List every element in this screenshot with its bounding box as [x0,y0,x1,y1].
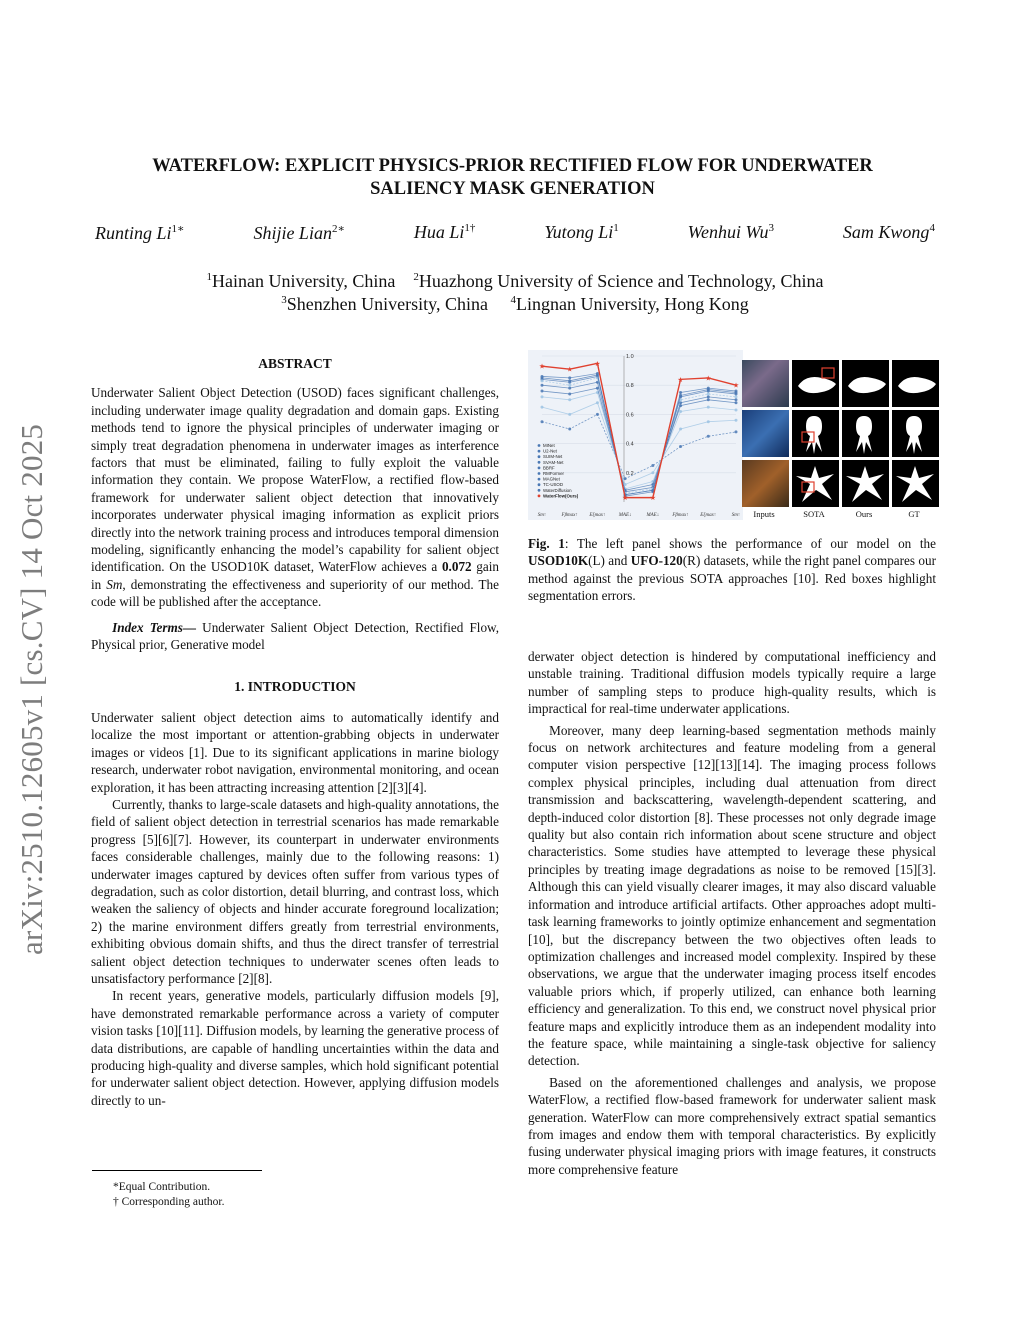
y-tick-label: 1.0 [626,354,634,360]
input-image [742,410,789,457]
legend-marker [538,489,541,492]
abstract-text: Underwater Salient Object Detection (USOD) faces significant challenges, including underwater image quality degradation and domain gaps. Existing methods tend to ignore the physical principles of underwater imaging or simply treat degradation phenomena in underwater images as interference factors that must be eliminated, failing to fully exploit the valuable information they contain. We propose WaterFlow, a rectified flow-based framework for underwater salient object detection that innovatively incorporates underwater physical imaging information as explicit priors directly into the network training process and introduces temporal dimension modeling, significantly enhancing the model’s capability for salient object identification. On the USOD10K dataset, WaterFlow achieves a 0.072 gain in Sm, demonstrating the effectiveness and superiority of our method. The code will be published after the acceptance. [91,385,499,610]
right-column [528,648,936,1178]
legend-label: SVAM-Net [543,459,564,465]
data-point [707,392,710,395]
legend-marker [538,495,541,498]
author: Sam Kwong$^4$ [842,222,935,242]
data-point: ★ [649,494,656,503]
legend-label: TC-USOD [543,482,564,488]
data-point [679,410,682,413]
data-point [735,430,738,433]
intro-heading: 1. INTRODUCTION [234,678,356,694]
y-tick-label: 0.6 [626,412,634,419]
legend-marker [538,450,541,453]
title-line-1: WATERFLOW: EXPLICIT PHYSICS-PRIOR RECTIFIED FLOW FOR UNDERWATER [152,156,873,176]
legend-label: WaterDiffusion [543,487,572,493]
author: Wenhui Wu$^3$ [687,222,774,242]
data-point [568,387,571,390]
data-point [735,419,738,422]
footnote-rule [92,1170,262,1171]
data-point [651,471,654,474]
data-point [679,391,682,394]
data-point [624,483,627,486]
data-point [707,406,710,409]
grid-column-label: Ours [855,509,873,519]
data-point [541,375,544,378]
x-tick-label: Eξmax↑ [589,513,606,518]
x-tick-label: Sm↑ [731,513,741,518]
paper-title [100,155,925,201]
x-tick-label: MAE↓ [646,513,660,518]
data-point [596,413,599,416]
mask-image [892,360,939,407]
x-tick-label: Sm↑ [537,513,547,518]
legend-label: SUIM-Net [543,454,563,460]
data-point [596,372,599,375]
data-point [651,464,654,467]
abstract-heading: ABSTRACT [258,356,332,371]
data-point [735,401,738,404]
y-tick-label: 0.8 [626,383,634,390]
x-tick-label: Eξmax↑ [700,513,717,518]
data-point [568,428,571,431]
legend-marker [538,461,541,464]
mask-image [792,460,839,507]
data-point: ★ [677,375,684,384]
data-point [541,395,544,398]
data-point: ★ [705,374,712,383]
figure-caption: Fig. 1: The left panel shows the performance of our model on the USOD10K(L) and UFO-120(R) datasets, while the right panel compares our method against the previous SOTA approaches [10]. Red boxes highlight segmentation errors. [528,536,936,604]
data-point [707,398,710,401]
data-point: ★ [566,365,573,374]
data-point: ★ [622,494,629,503]
x-tick-label: Fβmax↑ [672,513,689,518]
data-point [735,409,738,412]
data-point [541,379,544,382]
data-point [707,420,710,423]
mask-image [842,460,889,507]
legend-label: BBRF [543,465,555,471]
data-point [735,398,738,401]
intro-paragraph: In recent years, generative models, particularly diffusion models [9], have demonstrated remarkable performance across a variety of computer vision tasks [10][11]. Diffusion models, by learning the generative process of data distributions, are capable of handling uncertainties within the data and producing high-quality and diverse samples, which hold significant potential for underwater salient object detection. However, applying diffusion models directly to un- [91,988,499,1108]
mask-image [892,460,939,507]
input-image [742,360,789,407]
arxiv-stamp: arXiv:2510.12605v1 [cs.CV] 14 Oct 2025 [14,423,49,955]
author: Shijie Lian$^{2∗}$ [253,223,345,243]
title-line-2: SALIENCY MASK GENERATION [370,179,655,199]
data-point [735,390,738,393]
author: Hua $Li^{1\dagger}$ [413,222,476,242]
mask-image [792,410,839,457]
legend-label: WaterFlow(Ours) [543,493,579,499]
data-point [596,401,599,404]
data-point [541,406,544,409]
grid-column-label: SOTA [803,509,825,519]
affiliations-line-2: $^3$Shenzhen University, China $^4$Lingnan University, Hong Kong [281,294,749,314]
data-point [679,445,682,448]
left-column [91,355,499,1109]
data-point [735,395,738,398]
data-point [707,387,710,390]
x-tick-label: Fβmax↑ [561,513,578,518]
y-tick-label: 0.4 [626,441,634,448]
footnote: † Corresponding author. [113,1196,225,1208]
data-point [541,390,544,393]
x-tick-label: MAE↓ [618,513,632,518]
mask-image [842,360,889,407]
data-point [568,413,571,416]
mask-image [892,410,939,457]
index-terms: Index Terms— Underwater Salient Object Detection, Rectified Flow, Physical prior, Generative model [91,619,500,653]
legend-label: MINet [543,443,555,448]
data-point [707,435,710,438]
mask-image [792,360,839,407]
body-paragraph: derwater object detection is hindered by computational inefficiency and unstable training. Traditional diffusion models typically require a large number of sampling steps to produce high-quality results, which is impractical for real-time underwater applications. [528,649,936,717]
data-point [541,420,544,423]
data-point [568,376,571,379]
grid-column-label: GT [908,509,920,519]
data-point [707,395,710,398]
body-paragraph: Moreover, many deep learning-based segmentation methods mainly focus on network architectures and feature modeling from a general computer vision perspective [12][13][14]. The imaging process follows complex physical principles, including dual attenuation from direct transmission and backscattering, wavelength-dependent scattering, and depth-induced color distortion [8]. These processes not only degrade image quality but also contain rich information about scene structure and object characteristics. Some studies have attempted to leverage these physical principles by treating image degradations as noise to be removed [15][3]. Although this can yield visually clearer images, it may also discard valuable information and introduce artificial artifacts. Other approaches adopt multi-task learning frameworks to jointly optimize enhancement and segmentation [10], but the discrepancy between the two objectives often leads to optimization challenges and increased model complexity. Inspired by these observations, we argue that the underwater imaging process itself encodes valuable priors which, if properly utilized, can enhance both learning efficiency and generalization. To this end, we construct novel physical prior feature maps and explicitly introduce them as an independent modality into the feature space, while maintaining a single-task objective for saliency detection. [528,722,936,1069]
data-point [568,384,571,387]
author-list [95,222,935,244]
intro-paragraph: Currently, thanks to large-scale datasets and high-quality annotations, the field of salient object detection in terrestrial scenarios has made remarkable progress [5][6][7]. However, its counterpart in underwater environments faces considerable challenges, mainly due to the following reasons: 1) underwater images captured by devices often suffer from various types of degradation, such as color distortion, detail blurring, and contrast loss, which weaken the saliency of objects and hinder accurate foreground localization; 2) the marine environment differs greatly from terrestrial environments, exhibiting obvious domain shifts, and thus the direct transfer of terrestrial salient object detection techniques to underwater scenes often leads to unsatisfactory performance [2][8]. [91,796,499,986]
grid-column-label: Inputs [753,509,775,519]
data-point [679,428,682,431]
data-point [568,379,571,382]
legend-label: U2-Net [543,448,557,454]
legend-marker [538,455,541,458]
legend-marker [538,472,541,475]
data-point [624,477,627,480]
y-tick-label: 0.2 [626,470,634,477]
mask-image [842,410,889,457]
data-point [568,392,571,395]
legend-marker [538,444,541,447]
data-point: ★ [594,359,601,368]
body-paragraph: Based on the aforementioned challenges and analysis, we propose WaterFlow, a rectified flow-based framework for underwater salient mask generation. WaterFlow can more comprehensively extract spatial semantics from images and endow them with temporal characteristics. By explicitly fusing underwater physical imaging priors with image features, it constructs more comprehensive feature [528,1074,936,1177]
author: Yutong Li$^1$ [544,222,619,242]
performance-chart [528,350,743,520]
intro-paragraph: Underwater salient object detection aims to automatically identify and localize the most important or attention-grabbing objects in underwater images or videos [1]. Due to its significant applications in marine biology research, underwater robot navigation, environmental monitoring, and ocean exploration, it has been attracting increasing attention [2][3][4]. [91,709,499,795]
affiliations-line-1: $^1$Hainan University, China $^2$Huazhong University of Science and Technology, China [206,271,824,291]
legend-marker [538,483,541,486]
data-point [568,398,571,401]
data-point [541,384,544,387]
data-point: ★ [732,381,740,390]
figure-1 [528,350,938,520]
author: Runting $Li^{1∗}$ [95,223,185,243]
legend-label: MAGNet [543,476,560,482]
legend-label: RMFormer [543,471,564,476]
data-point: ★ [538,362,546,371]
comparison-grid [739,360,939,520]
legend-marker [538,478,541,481]
input-image [742,460,789,507]
legend-marker [538,467,541,470]
footnotes [113,1180,224,1210]
footnote: *Equal Contribution. [113,1181,211,1193]
